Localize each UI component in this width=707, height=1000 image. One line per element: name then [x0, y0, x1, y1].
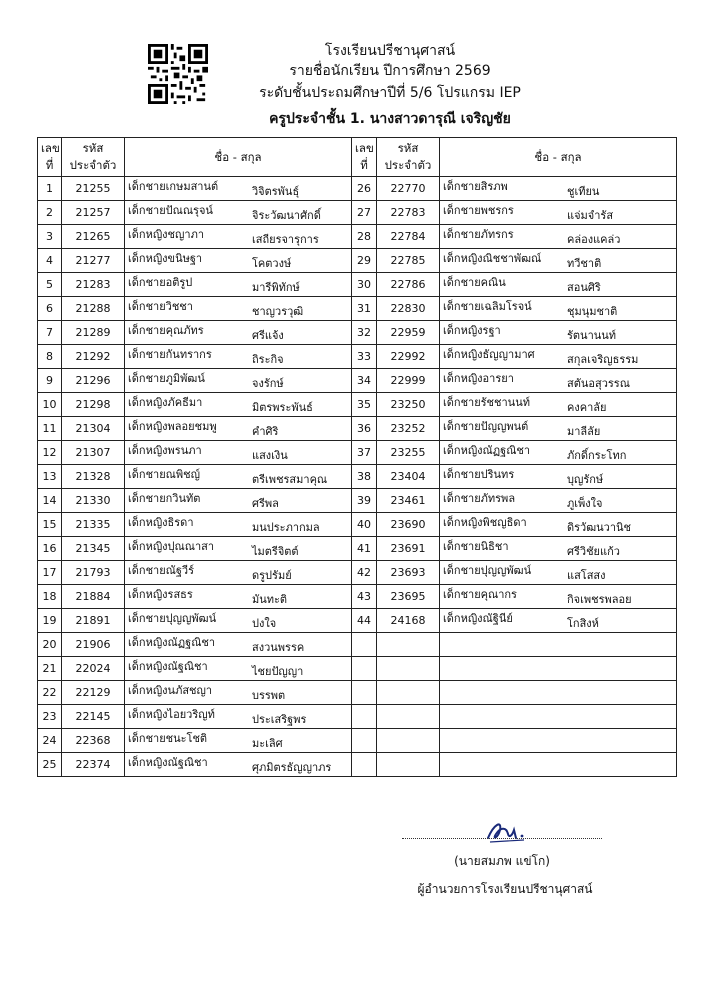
student-name-cell [125, 465, 352, 489]
student-first-name: เด็กชายภูมิพัฒน์ [128, 372, 205, 385]
student-id: 23404 [377, 465, 440, 489]
student-last-name: คำศิริ [252, 425, 279, 438]
student-number: 15 [38, 513, 62, 537]
student-last-name: คล่องแคล่ว [567, 233, 621, 246]
student-id: 21345 [62, 537, 125, 561]
student-number: 1 [38, 177, 62, 201]
student-number: 24 [38, 729, 62, 753]
student-number: 34 [352, 369, 377, 393]
table-row [38, 705, 677, 729]
student-number: 13 [38, 465, 62, 489]
table-row [38, 321, 677, 345]
student-id: 21255 [62, 177, 125, 201]
student-last-name: ประเสริฐพร [252, 713, 307, 726]
student-id: 21292 [62, 345, 125, 369]
student-name-cell [125, 201, 352, 225]
student-first-name: เด็กชายณัฐวีร์ [128, 564, 195, 577]
student-number: 21 [38, 657, 62, 681]
student-last-name: ภูเพ็งใจ [567, 497, 603, 510]
student-name-cell [440, 441, 677, 465]
student-last-name: มิตรพระพันธ์ [252, 401, 313, 414]
student-first-name: เด็กหญิงณัฏฐณิชา [128, 636, 216, 649]
student-last-name: ชุมนุมชาติ [567, 305, 618, 318]
student-id: 21328 [62, 465, 125, 489]
student-name-cell [125, 729, 352, 753]
student-number: 25 [38, 753, 62, 777]
table-row [38, 249, 677, 273]
student-name-cell [125, 585, 352, 609]
student-name-cell [440, 249, 677, 273]
student-last-name: ดรูปรัมย์ [252, 569, 292, 582]
student-last-name: ไชยปัญญา [252, 665, 304, 678]
student-last-name: ศรีพล [252, 497, 279, 510]
student-id: 23250 [377, 393, 440, 417]
student-first-name: เด็กชายสิรภพ [443, 180, 508, 193]
student-number: 39 [352, 489, 377, 513]
student-name-cell [125, 513, 352, 537]
student-name-cell [440, 417, 677, 441]
student-number: 14 [38, 489, 62, 513]
table-header-row [38, 138, 677, 177]
table-row [38, 273, 677, 297]
student-number: 33 [352, 345, 377, 369]
student-id: 21335 [62, 513, 125, 537]
student-number: 19 [38, 609, 62, 633]
student-number: 31 [352, 297, 377, 321]
student-name-cell [125, 537, 352, 561]
student-first-name: เด็กชายเกษมสานต์ [128, 180, 219, 193]
student-last-name: สตันอสุวรรณ [567, 377, 630, 390]
student-name-cell [440, 537, 677, 561]
table-row [38, 465, 677, 489]
student-first-name: เด็กชายพชรกร [443, 204, 514, 217]
student-first-name: เด็กชายภัทรพล [443, 492, 516, 505]
student-name-cell [440, 177, 677, 201]
student-name-cell [440, 369, 677, 393]
student-last-name: สกุลเจริญธรรม [567, 353, 639, 366]
column-header-number: เลข ที่ [38, 138, 62, 177]
student-first-name: เด็กชายคณิน [443, 276, 506, 289]
column-header-code: รหัส ประจำตัว [377, 138, 440, 177]
student-name-cell [125, 441, 352, 465]
student-id: 22959 [377, 321, 440, 345]
table-row [38, 585, 677, 609]
student-number: 27 [352, 201, 377, 225]
student-name-cell [440, 489, 677, 513]
student-first-name: เด็กชายกันทรากร [128, 348, 212, 361]
student-name-cell [125, 369, 352, 393]
student-last-name: สงวนพรรค [252, 641, 305, 654]
student-number: 28 [352, 225, 377, 249]
student-id: 23693 [377, 561, 440, 585]
table-row [38, 681, 677, 705]
table-row [38, 633, 677, 657]
student-name-cell [125, 297, 352, 321]
student-last-name: ทวีชาติ [567, 257, 602, 270]
student-last-name: โคตวงษ์ [252, 257, 292, 270]
student-id: 21277 [62, 249, 125, 273]
student-first-name: เด็กชายรัชชานนท์ [443, 396, 530, 409]
table-row [38, 561, 677, 585]
student-id: 21884 [62, 585, 125, 609]
student-last-name: จิระวัฒนาศักดิ์ [252, 209, 321, 222]
student-id: 23461 [377, 489, 440, 513]
student-id: 22992 [377, 345, 440, 369]
student-id: 21296 [62, 369, 125, 393]
student-last-name: ศรีแจ้ง [252, 329, 284, 342]
class-level: ระดับชั้นประถมศึกษาปีที่ 5/6 โปรแกรม IEP [259, 85, 521, 101]
table-row [38, 441, 677, 465]
student-id: 21304 [62, 417, 125, 441]
student-first-name: เด็กหญิงพลอยชมพู [128, 420, 217, 433]
student-number: 43 [352, 585, 377, 609]
student-id: 22129 [62, 681, 125, 705]
signature-line [402, 838, 602, 839]
student-name-cell [440, 657, 677, 681]
table-row [38, 729, 677, 753]
student-last-name: รัตนานนท์ [567, 329, 617, 342]
student-last-name: บรรพต [252, 689, 286, 702]
student-last-name: แสโสสง [567, 569, 606, 582]
student-number: 12 [38, 441, 62, 465]
student-name-cell [125, 657, 352, 681]
student-number: 20 [38, 633, 62, 657]
student-name-cell [440, 273, 677, 297]
student-first-name: เด็กหญิงธิรดา [128, 516, 194, 529]
student-number: 36 [352, 417, 377, 441]
student-last-name: วิจิตรพันธุ์ [252, 185, 300, 198]
student-name-cell [440, 297, 677, 321]
student-first-name: เด็กหญิงไอยวริญท์ [128, 708, 215, 721]
student-last-name: ศรีวิชัยแก้ว [567, 545, 620, 558]
student-number: 35 [352, 393, 377, 417]
student-id: 22374 [62, 753, 125, 777]
student-id: 22770 [377, 177, 440, 201]
student-last-name: สอนศิริ [567, 281, 601, 294]
student-id: 21307 [62, 441, 125, 465]
student-number: 10 [38, 393, 62, 417]
student-last-name: ดิรวัฒนวานิช [567, 521, 632, 534]
student-name-cell [440, 393, 677, 417]
student-name-cell [440, 633, 677, 657]
student-first-name: เด็กชายอติรูป [128, 276, 193, 289]
student-number: 7 [38, 321, 62, 345]
table-row [38, 201, 677, 225]
student-name-cell [125, 561, 352, 585]
student-first-name: เด็กหญิงพิชญธิดา [443, 516, 527, 529]
student-id [377, 705, 440, 729]
student-last-name: ภักดิ์กระโทก [567, 449, 627, 462]
student-last-name: มะเลิศ [252, 737, 283, 750]
student-id: 23695 [377, 585, 440, 609]
student-name-cell [125, 705, 352, 729]
student-last-name: มารีพิทักษ์ [252, 281, 300, 294]
student-first-name: เด็กหญิงณัฐณิชา [128, 660, 208, 673]
student-last-name: โกสิงห์ [567, 617, 599, 630]
table-row [38, 297, 677, 321]
column-header-name: ชื่อ - สกุล [440, 138, 677, 177]
student-last-name: กิจเพชรพลอย [567, 593, 632, 606]
student-last-name: ไมตรีจิตต์ [252, 545, 299, 558]
student-first-name: เด็กหญิงขนิษฐา [128, 252, 203, 265]
signature-icon [482, 816, 532, 844]
student-number: 11 [38, 417, 62, 441]
student-number: 23 [38, 705, 62, 729]
student-name-cell [125, 273, 352, 297]
student-id: 22785 [377, 249, 440, 273]
student-number: 3 [38, 225, 62, 249]
student-first-name: เด็กหญิงณัฐณิชา [128, 756, 208, 769]
student-first-name: เด็กชายวิชชา [128, 300, 193, 313]
student-name-cell [440, 225, 677, 249]
student-id [377, 753, 440, 777]
student-id [377, 729, 440, 753]
student-name-cell [440, 561, 677, 585]
table-row [38, 609, 677, 633]
student-id [377, 633, 440, 657]
student-id: 22783 [377, 201, 440, 225]
student-name-cell [440, 345, 677, 369]
list-title: รายชื่อนักเรียน ปีการศึกษา 2569 [289, 63, 491, 79]
student-id: 21257 [62, 201, 125, 225]
student-number: 38 [352, 465, 377, 489]
qr-code-icon [148, 44, 208, 104]
student-id: 23255 [377, 441, 440, 465]
student-last-name: คงคาลัย [567, 401, 607, 414]
student-first-name: เด็กหญิงณิชชาพัฒณ์ [443, 252, 542, 265]
student-first-name: เด็กชายคุณากร [443, 588, 517, 601]
student-id: 22024 [62, 657, 125, 681]
student-name-cell [125, 489, 352, 513]
student-name-cell [125, 633, 352, 657]
student-number: 26 [352, 177, 377, 201]
student-number: 5 [38, 273, 62, 297]
student-name-cell [125, 681, 352, 705]
homeroom-teacher: ครูประจำชั้น 1. นางสาวดารุณี เจริญชัย [269, 111, 511, 127]
student-id [377, 657, 440, 681]
student-name-cell [440, 705, 677, 729]
student-first-name: เด็กหญิงธัญญามาศ [443, 348, 535, 361]
student-first-name: เด็กหญิงพรนภา [128, 444, 202, 457]
student-first-name: เด็กหญิงภัคธีมา [128, 396, 203, 409]
student-id: 22830 [377, 297, 440, 321]
table-row [38, 753, 677, 777]
student-number: 16 [38, 537, 62, 561]
table-row [38, 657, 677, 681]
student-name-cell [440, 513, 677, 537]
student-name-cell [440, 321, 677, 345]
table-row [38, 513, 677, 537]
student-last-name: ปงใจ [252, 617, 277, 630]
student-roster-table [37, 137, 677, 777]
table-row [38, 177, 677, 201]
student-name-cell [125, 753, 352, 777]
student-name-cell [125, 417, 352, 441]
student-first-name: เด็กหญิงณัฐินีย์ [443, 612, 513, 625]
student-name-cell [440, 609, 677, 633]
student-number [352, 753, 377, 777]
table-row [38, 345, 677, 369]
table-row [38, 393, 677, 417]
student-number: 32 [352, 321, 377, 345]
student-last-name: เสถียรจารุการ [252, 233, 319, 246]
student-first-name: เด็กชายกวินทัต [128, 492, 201, 505]
student-id: 21891 [62, 609, 125, 633]
student-id: 21289 [62, 321, 125, 345]
student-first-name: เด็กชายชนะโชติ [128, 732, 208, 745]
student-last-name: ศุภมิตรธัญญาภร [252, 761, 332, 774]
student-number: 6 [38, 297, 62, 321]
student-number: 8 [38, 345, 62, 369]
student-name-cell [440, 753, 677, 777]
student-number [352, 729, 377, 753]
student-name-cell [125, 225, 352, 249]
student-id: 21330 [62, 489, 125, 513]
student-last-name: ชูเทียน [567, 185, 600, 198]
student-last-name: มาลีลัย [567, 425, 601, 438]
student-id: 24168 [377, 609, 440, 633]
student-name-cell [440, 465, 677, 489]
student-last-name: บุญรักษ์ [567, 473, 604, 486]
student-id: 21793 [62, 561, 125, 585]
student-name-cell [440, 729, 677, 753]
table-row [38, 417, 677, 441]
student-last-name: มันทะติ [252, 593, 288, 606]
student-number: 41 [352, 537, 377, 561]
student-name-cell [125, 393, 352, 417]
student-number: 42 [352, 561, 377, 585]
student-last-name: มนประภากมล [252, 521, 320, 534]
table-row [38, 369, 677, 393]
student-id: 21283 [62, 273, 125, 297]
column-header-number: เลข ที่ [352, 138, 377, 177]
student-number: 17 [38, 561, 62, 585]
student-id: 21298 [62, 393, 125, 417]
student-id: 22786 [377, 273, 440, 297]
student-name-cell [125, 321, 352, 345]
student-last-name: ถิระกิจ [252, 353, 284, 366]
student-number: 4 [38, 249, 62, 273]
student-number [352, 633, 377, 657]
student-first-name: เด็กหญิงนภัสชญา [128, 684, 213, 697]
student-first-name: เด็กหญิงรสธร [128, 588, 193, 601]
student-last-name: ตรีเพชรสมาคุณ [252, 473, 328, 486]
student-number [352, 705, 377, 729]
student-name-cell [125, 177, 352, 201]
student-id: 22999 [377, 369, 440, 393]
student-name-cell [440, 681, 677, 705]
signer-title: ผู้อำนวยการโรงเรียนปรีชานุศาสน์ [417, 882, 593, 896]
signer-name: (นายสมภพ แข่โก) [454, 854, 550, 868]
student-id: 22368 [62, 729, 125, 753]
student-last-name: แจ่มจำรัส [567, 209, 614, 222]
student-last-name: แสงเงิน [252, 449, 288, 462]
student-first-name: เด็กชายปุญญพัฒน์ [128, 612, 217, 625]
student-id: 23691 [377, 537, 440, 561]
student-first-name: เด็กหญิงณัฏฐณิชา [443, 444, 531, 457]
table-row [38, 537, 677, 561]
student-number: 40 [352, 513, 377, 537]
student-number: 18 [38, 585, 62, 609]
student-last-name: จงรักษ์ [252, 377, 284, 390]
student-number [352, 657, 377, 681]
student-id: 23252 [377, 417, 440, 441]
student-name-cell [125, 609, 352, 633]
student-id: 21265 [62, 225, 125, 249]
student-name-cell [125, 345, 352, 369]
student-name-cell [440, 201, 677, 225]
student-number: 44 [352, 609, 377, 633]
student-first-name: เด็กหญิงชญาภา [128, 228, 205, 241]
student-first-name: เด็กชายปุญญพัฒน์ [443, 564, 532, 577]
student-name-cell [440, 585, 677, 609]
student-number: 22 [38, 681, 62, 705]
column-header-code: รหัส ประจำตัว [62, 138, 125, 177]
student-first-name: เด็กชายปัณณรุจน์ [128, 204, 213, 217]
column-header-name: ชื่อ - สกุล [125, 138, 352, 177]
student-name-cell [125, 249, 352, 273]
student-first-name: เด็กหญิงรฐา [443, 324, 501, 337]
table-row [38, 225, 677, 249]
student-first-name: เด็กชายปรินทร [443, 468, 515, 481]
student-id: 22145 [62, 705, 125, 729]
student-id [377, 681, 440, 705]
student-id: 23690 [377, 513, 440, 537]
student-id: 21906 [62, 633, 125, 657]
student-first-name: เด็กชายภัทรกร [443, 228, 514, 241]
student-first-name: เด็กชายนิธิชา [443, 540, 509, 553]
student-first-name: เด็กชายปัญญพนต์ [443, 420, 529, 433]
student-number: 9 [38, 369, 62, 393]
student-number: 2 [38, 201, 62, 225]
student-number: 30 [352, 273, 377, 297]
student-number: 29 [352, 249, 377, 273]
student-first-name: เด็กชายณพิชญ์ [128, 468, 200, 481]
student-first-name: เด็กชายเฉลิมโรจน์ [443, 300, 532, 313]
student-first-name: เด็กชายคุณภัทร [128, 324, 204, 337]
student-first-name: เด็กหญิงอารยา [443, 372, 514, 385]
student-first-name: เด็กหญิงปุณณาสา [128, 540, 215, 553]
student-number: 37 [352, 441, 377, 465]
school-name: โรงเรียนปรีชานุศาสน์ [324, 43, 456, 59]
student-id: 21288 [62, 297, 125, 321]
table-row [38, 489, 677, 513]
student-number [352, 681, 377, 705]
student-last-name: ชาญวรวุฒิ [252, 305, 304, 318]
student-id: 22784 [377, 225, 440, 249]
